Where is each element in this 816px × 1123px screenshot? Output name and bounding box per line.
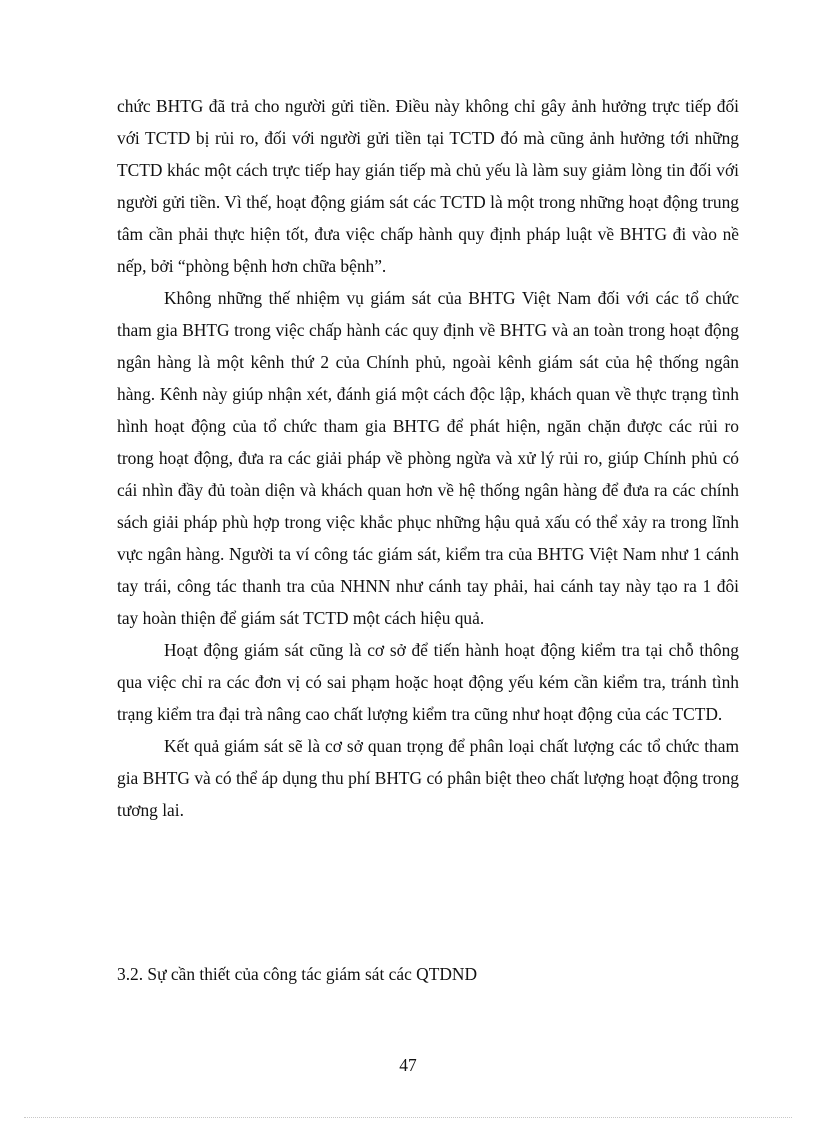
page-bottom-divider bbox=[24, 1117, 792, 1118]
body-text bbox=[117, 90, 739, 826]
paragraph-1: chức BHTG đã trả cho người gửi tiền. Điều này không chỉ gây ảnh hưởng trực tiếp đối với TCTD bị rủi ro, đối với người gửi tiền tại TCTD đó mà cũng ảnh hưởng tới những TCTD khác một cách trực tiếp hay gián tiếp mà chủ yếu là làm suy giảm lòng tin đối với người gửi tiền. Vì thế, hoạt động giám sát các TCTD là một trong những hoạt động trung tâm cần phải thực hiện tốt, đưa việc chấp hành quy định pháp luật về BHTG đi vào nề nếp, bởi “phòng bệnh hơn chữa bệnh”. bbox=[117, 96, 739, 276]
section-heading: 3.2. Sự cần thiết của công tác giám sát các QTDND bbox=[117, 964, 478, 984]
paragraph-3: Hoạt động giám sát cũng là cơ sở để tiến hành hoạt động kiểm tra tại chỗ thông qua việc chỉ ra các đơn vị có sai phạm hoặc hoạt động yếu kém cần kiểm tra, tránh tình trạng kiểm tra đại trà nâng cao chất lượng kiểm tra cũng như hoạt động của các TCTD. bbox=[117, 640, 739, 724]
page-number: 47 bbox=[399, 1055, 417, 1075]
paragraph-2: Không những thế nhiệm vụ giám sát của BHTG Việt Nam đối với các tổ chức tham gia BHTG trong việc chấp hành các quy định về BHTG và an toàn trong hoạt động ngân hàng là một kênh thứ 2 của Chính phủ, ngoài kênh giám sát của hệ thống ngân hàng. Kênh này giúp nhận xét, đánh giá một cách độc lập, khách quan về thực trạng tình hình hoạt động của tổ chức tham gia BHTG để phát hiện, ngăn chặn được các rủi ro trong hoạt động, đưa ra các giải pháp về phòng ngừa và xử lý rủi ro, giúp Chính phủ có cái nhìn đầy đủ toàn diện và khách quan hơn về hệ thống ngân hàng để đưa ra các chính sách giải pháp phù hợp trong việc khắc phục những hậu quả xấu có thể xảy ra trong lĩnh vực ngân hàng. Người ta ví công tác giám sát, kiểm tra của BHTG Việt Nam như 1 cánh tay trái, công tác thanh tra của NHNN như cánh tay phải, hai cánh tay này tạo ra 1 đôi tay hoàn thiện để giám sát TCTD một cách hiệu quả. bbox=[117, 288, 739, 628]
paragraph-4: Kết quả giám sát sẽ là cơ sở quan trọng để phân loại chất lượng các tổ chức tham gia BHTG và có thể áp dụng thu phí BHTG có phân biệt theo chất lượng hoạt động trong tương lai. bbox=[117, 736, 739, 820]
